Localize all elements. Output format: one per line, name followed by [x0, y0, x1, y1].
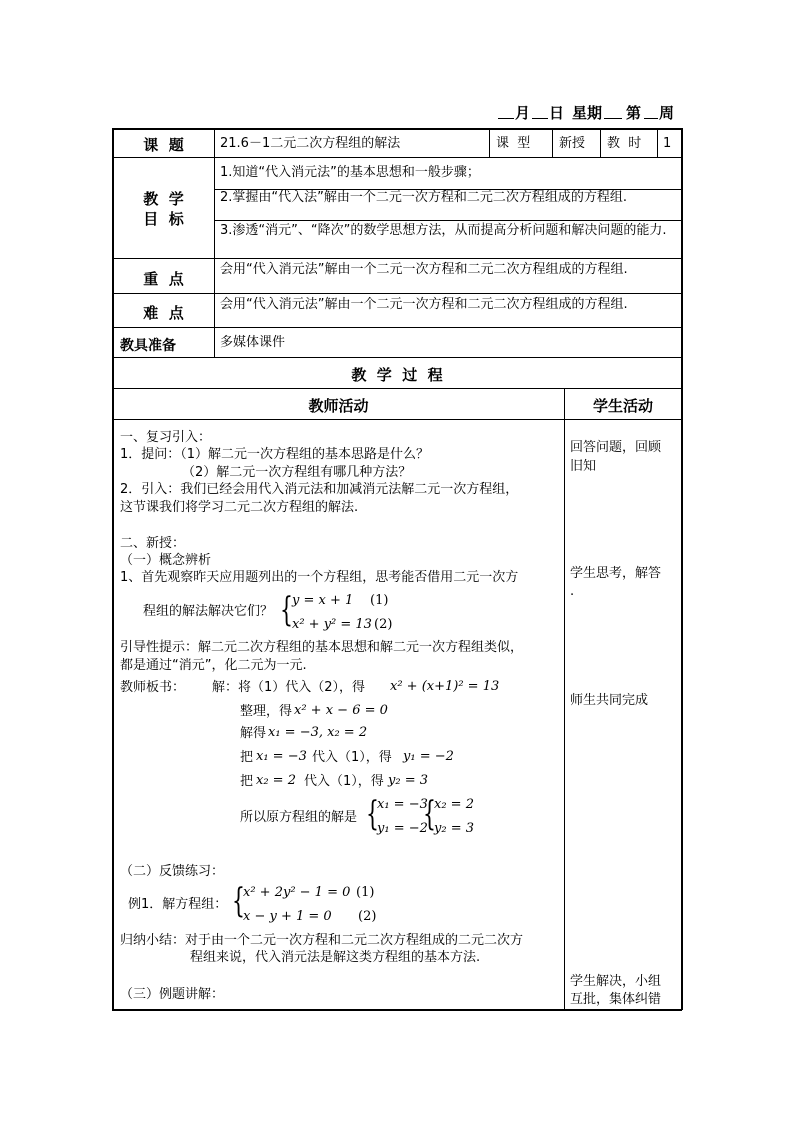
- week-label: 周: [659, 104, 675, 122]
- month-label: 月: [515, 104, 531, 122]
- board-label: 教师板书：: [120, 680, 186, 695]
- example-eq-2: x − y + 1 = 0: [243, 909, 332, 924]
- student-note-4a: 学生解决，小组: [570, 974, 662, 989]
- goal-item-3: [220, 222, 676, 239]
- hours-label: 教 时: [607, 136, 642, 151]
- month-blank: [498, 118, 514, 119]
- sub1-x: x₁ = −3: [256, 749, 307, 764]
- student-note-4b: 互批，集体纠错: [570, 992, 662, 1007]
- hint-line-2: 都是通过“消元”，化二元为一元.: [120, 658, 307, 673]
- answer-y2: y₂ = 3: [434, 821, 474, 836]
- difficult-value: 会用“代入消元法”解由一个二元一次方程和二元二次方程组成的方程组.: [220, 297, 628, 312]
- question-1: 1．提问：（1）解二元一次方程组的基本思路是什么？: [120, 447, 430, 462]
- difficult-label: 难 点: [143, 304, 184, 322]
- goal-item-2-text: 2.掌握由“代入法”解由一个二元一次方程和二元二次方程组成的方程组.: [220, 190, 628, 205]
- example-eq-1: x² + 2y² − 1 = 0: [243, 885, 351, 900]
- date-line: [496, 100, 678, 122]
- system-brace-1: {: [280, 590, 293, 630]
- weekday-blank: [604, 118, 622, 119]
- tidy-text: 整理，得: [240, 704, 293, 719]
- week-prefix: 第: [626, 104, 642, 122]
- sub1-text-a: 把: [240, 750, 254, 765]
- tools-label: 教具准备: [120, 338, 176, 354]
- summary-line-1: 归纳小结：对于由一个二元一次方程和二元二次方程组成的二元二次方: [120, 933, 524, 948]
- student-note-1a: 回答问题，回顾: [570, 440, 662, 455]
- teacher-header: 教师活动: [308, 397, 369, 415]
- topic-label: 课 题: [143, 136, 184, 154]
- observe-line-2: 程组的解法解决它们？: [143, 604, 274, 619]
- process-title: 教 学 过 程: [351, 366, 443, 384]
- goal-item-2: [220, 190, 680, 219]
- system-1-eq-2: x² + y² = 13: [292, 617, 372, 632]
- hours-value: 1: [663, 136, 672, 151]
- example-tag-1: (1): [356, 885, 375, 900]
- goal-item-3-text: 3.渗透“消元”、“降次”的数学思想方法，从而提高分析问题和解决问题的能力.: [220, 223, 667, 238]
- sub2-y: y₂ = 3: [388, 773, 428, 788]
- concept-title: （一）概念辨析: [120, 553, 212, 568]
- student-note-3: 师生共同完成: [570, 693, 649, 708]
- key-value: 会用“代入消元法”解由一个二元一次方程和二元二次方程组成的方程组.: [220, 262, 628, 277]
- roots-equation: x₁ = −3, x₂ = 2: [268, 725, 368, 740]
- feedback-title: （二）反馈练习：: [120, 864, 225, 879]
- intro-line-1: 2．引入：我们已经会用代入消元法和加减消元法解二元一次方程组，: [120, 482, 519, 497]
- answer-x1: x₁ = −3: [377, 797, 428, 812]
- example-title: （三）例题讲解：: [120, 987, 225, 1002]
- system-1-tag-1: (1): [370, 593, 389, 608]
- day-label: 日: [549, 104, 565, 122]
- solve-equation: x² + (x+1)² = 13: [390, 679, 500, 694]
- sub1-text-b: 代入（1），得: [312, 750, 392, 765]
- sub2-text-b: 代入（1），得: [304, 774, 384, 789]
- student-note-2b: .: [570, 584, 575, 599]
- key-label: 重 点: [143, 270, 184, 288]
- student-note-2a: 学生思考，解答: [570, 566, 662, 581]
- weekday-label: 星期: [572, 104, 603, 122]
- sub1-y: y₁ = −2: [403, 749, 454, 764]
- week-blank: [644, 118, 658, 119]
- goals-label-2: 目 标: [143, 210, 184, 228]
- hint-line-1: 引导性提示：解二元二次方程组的基本思想和解二元一次方程组类似，: [120, 640, 524, 655]
- answer-brace-2: {: [423, 794, 436, 834]
- question-2: （2）解二元一次方程组有哪几种方法？: [182, 465, 412, 480]
- system-1-eq-1: y = x + 1: [292, 593, 354, 608]
- tools-value: 多媒体课件: [220, 335, 286, 350]
- type-value: 新授: [559, 136, 586, 151]
- goal-item-1: 1.知道“代入消元法”的基本思想和一般步骤；: [220, 165, 480, 180]
- topic-value: 21.6－1二元二次方程组的解法: [220, 136, 401, 151]
- student-header: 学生活动: [592, 397, 653, 415]
- type-label: 课 型: [496, 136, 531, 151]
- system-1-tag-2: (2): [374, 617, 393, 632]
- tidy-equation: x² + x − 6 = 0: [294, 703, 388, 718]
- example-brace: {: [232, 881, 245, 921]
- answer-brace-1: {: [366, 794, 379, 834]
- answer-text: 所以原方程组的解是: [240, 810, 358, 825]
- sub2-x: x₂ = 2: [256, 773, 296, 788]
- sub2-text-a: 把: [240, 774, 254, 789]
- answer-y1: y₁ = −2: [377, 821, 428, 836]
- student-note-1b: 旧知: [570, 459, 597, 474]
- answer-x2: x₂ = 2: [434, 797, 474, 812]
- observe-line-1: 1、首先观察昨天应用题列出的一个方程组，思考能否借用二元一次方: [120, 570, 519, 585]
- new-title: 二、新授：: [120, 536, 186, 551]
- goals-label-1: 教 学: [143, 190, 184, 208]
- roots-text: 解得: [240, 726, 267, 741]
- review-title: 一、复习引入：: [120, 430, 212, 445]
- example-tag-2: (2): [358, 909, 377, 924]
- intro-line-2: 这节课我们将学习二元二次方程组的解法.: [120, 500, 359, 515]
- summary-line-2: 程组来说，代入消元法是解这类方程组的基本方法.: [190, 950, 481, 965]
- day-blank: [532, 118, 548, 119]
- solve-text: 解：将（1）代入（2），得: [212, 680, 366, 695]
- example-label: 例1．解方程组：: [128, 897, 228, 912]
